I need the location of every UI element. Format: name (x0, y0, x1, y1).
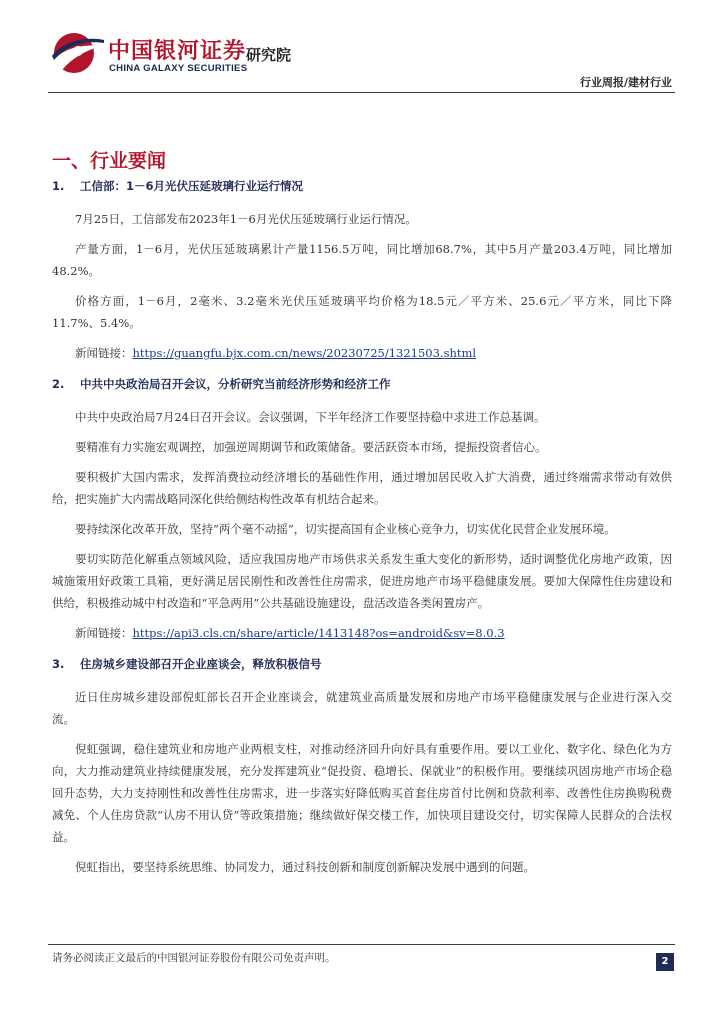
news-link-label: 新闻链接： (75, 626, 133, 640)
footer-disclaimer: 请务必阅读正文最后的中国银河证券股份有限公司免责声明。 (52, 952, 336, 964)
news-item-title: 住房城乡建设部召开企业座谈会，释放积极信号 (80, 657, 322, 671)
news-link[interactable]: https://guangfu.bjx.com.cn/news/20230725/1321503.shtml (132, 346, 477, 360)
news-item-number: 1. (52, 179, 65, 193)
footer-divider (48, 944, 675, 945)
paragraph: 7月25日，工信部发布2023年1－6月光伏压延玻璃行业运行情况。 (75, 212, 417, 226)
news-link-line (52, 342, 672, 364)
paragraph: 要持续深化改革开放，坚持“两个毫不动摇”，切实提高国有企业核心竞争力，切实优化民营企业发展环境。 (75, 522, 616, 536)
paragraph: 要积极扩大国内需求，发挥消费拉动经济增长的基础性作用，通过增加居民收入扩大消费，通过终端需求带动有效供给，把实施扩大内需战略同深化供给侧结构性改革有机结合起来。 (52, 470, 672, 506)
paragraph: 倪虹强调，稳住建筑业和房地产业两根支柱，对推动经济回升向好具有重要作用。要以工业化、数字化、绿色化为方向，大力推动建筑业持续健康发展，充分发挥建筑业“促投资、稳增长、保就业”的积极作用。要继续巩固房地产市场企稳回升态势，大力支持刚性和改善性住房需求，进一步落实好降低购买首套住房首付比例和贷款利率、改善性住房换购税费减免、个人住房贷款“认房不用认贷”等政策措施；继续做好保交楼工作，加快项目建设交付，切实保障人民群众的合法权益。 (52, 742, 672, 844)
paragraph: 倪虹指出，要坚持系统思维、协同发力，通过科技创新和制度创新解决发展中遇到的问题。 (75, 860, 535, 874)
news-item-heading (52, 656, 672, 672)
news-item-title: 工信部：1－6月光伏压延玻璃行业运行情况 (80, 179, 304, 193)
news-item-title: 中共中央政治局召开会议，分析研究当前经济形势和经济工作 (80, 377, 391, 391)
paragraph: 价格方面，1－6月，2毫米、3.2毫米光伏压延玻璃平均价格为18.5元／平方米、25.6元／平方米，同比下降11.7%、5.4%。 (52, 294, 672, 330)
paragraph: 产量方面，1－6月，光伏压延玻璃累计产量1156.5万吨，同比增加68.7%，其中5月产量203.4万吨，同比增加48.2%。 (52, 242, 672, 278)
news-link[interactable]: https://api3.cls.cn/share/article/1413148?os=android&sv=8.0.3 (132, 626, 505, 640)
header-divider (48, 92, 675, 93)
paragraph: 要切实防范化解重点领域风险，适应我国房地产市场供求关系发生重大变化的新形势，适时调整优化房地产政策，因城施策用好政策工具箱，更好满足居民刚性和改善性住房需求，促进房地产市场平稳健康发展。要加大保障性住房建设和供给，积极推动城中村改造和“平急两用”公共基础设施建设，盘活改造各类闲置房产。 (52, 552, 672, 610)
page-header (0, 0, 724, 120)
paragraph: 要精准有力实施宏观调控，加强逆周期调节和政策储备。要活跃资本市场，提振投资者信心。 (75, 440, 547, 454)
news-item-number: 3. (52, 657, 65, 671)
brand-name-cn: 中国银河证券 (108, 39, 247, 64)
news-item-heading (52, 376, 672, 392)
news-link-line (52, 622, 672, 644)
institute-label: 研究院 (246, 46, 292, 64)
news-item-heading (52, 178, 672, 194)
news-link-label: 新闻链接： (75, 346, 133, 360)
section-title: 一、行业要闻 (52, 150, 167, 172)
news-item-number: 2. (52, 377, 65, 391)
news-list (52, 178, 672, 886)
paragraph: 近日住房城乡建设部倪虹部长召开企业座谈会，就建筑业高质量发展和房地产市场平稳健康发展与企业进行深入交流。 (52, 690, 672, 726)
paragraph: 中共中央政治局7月24日召开会议。会议强调，下半年经济工作要坚持稳中求进工作总基调。 (75, 410, 546, 424)
page-number: 2 (656, 953, 674, 971)
galaxy-logo-icon (48, 30, 104, 76)
brand-name-en: CHINA GALAXY SECURITIES (109, 63, 248, 74)
report-type: 行业周报/建材行业 (579, 76, 672, 89)
